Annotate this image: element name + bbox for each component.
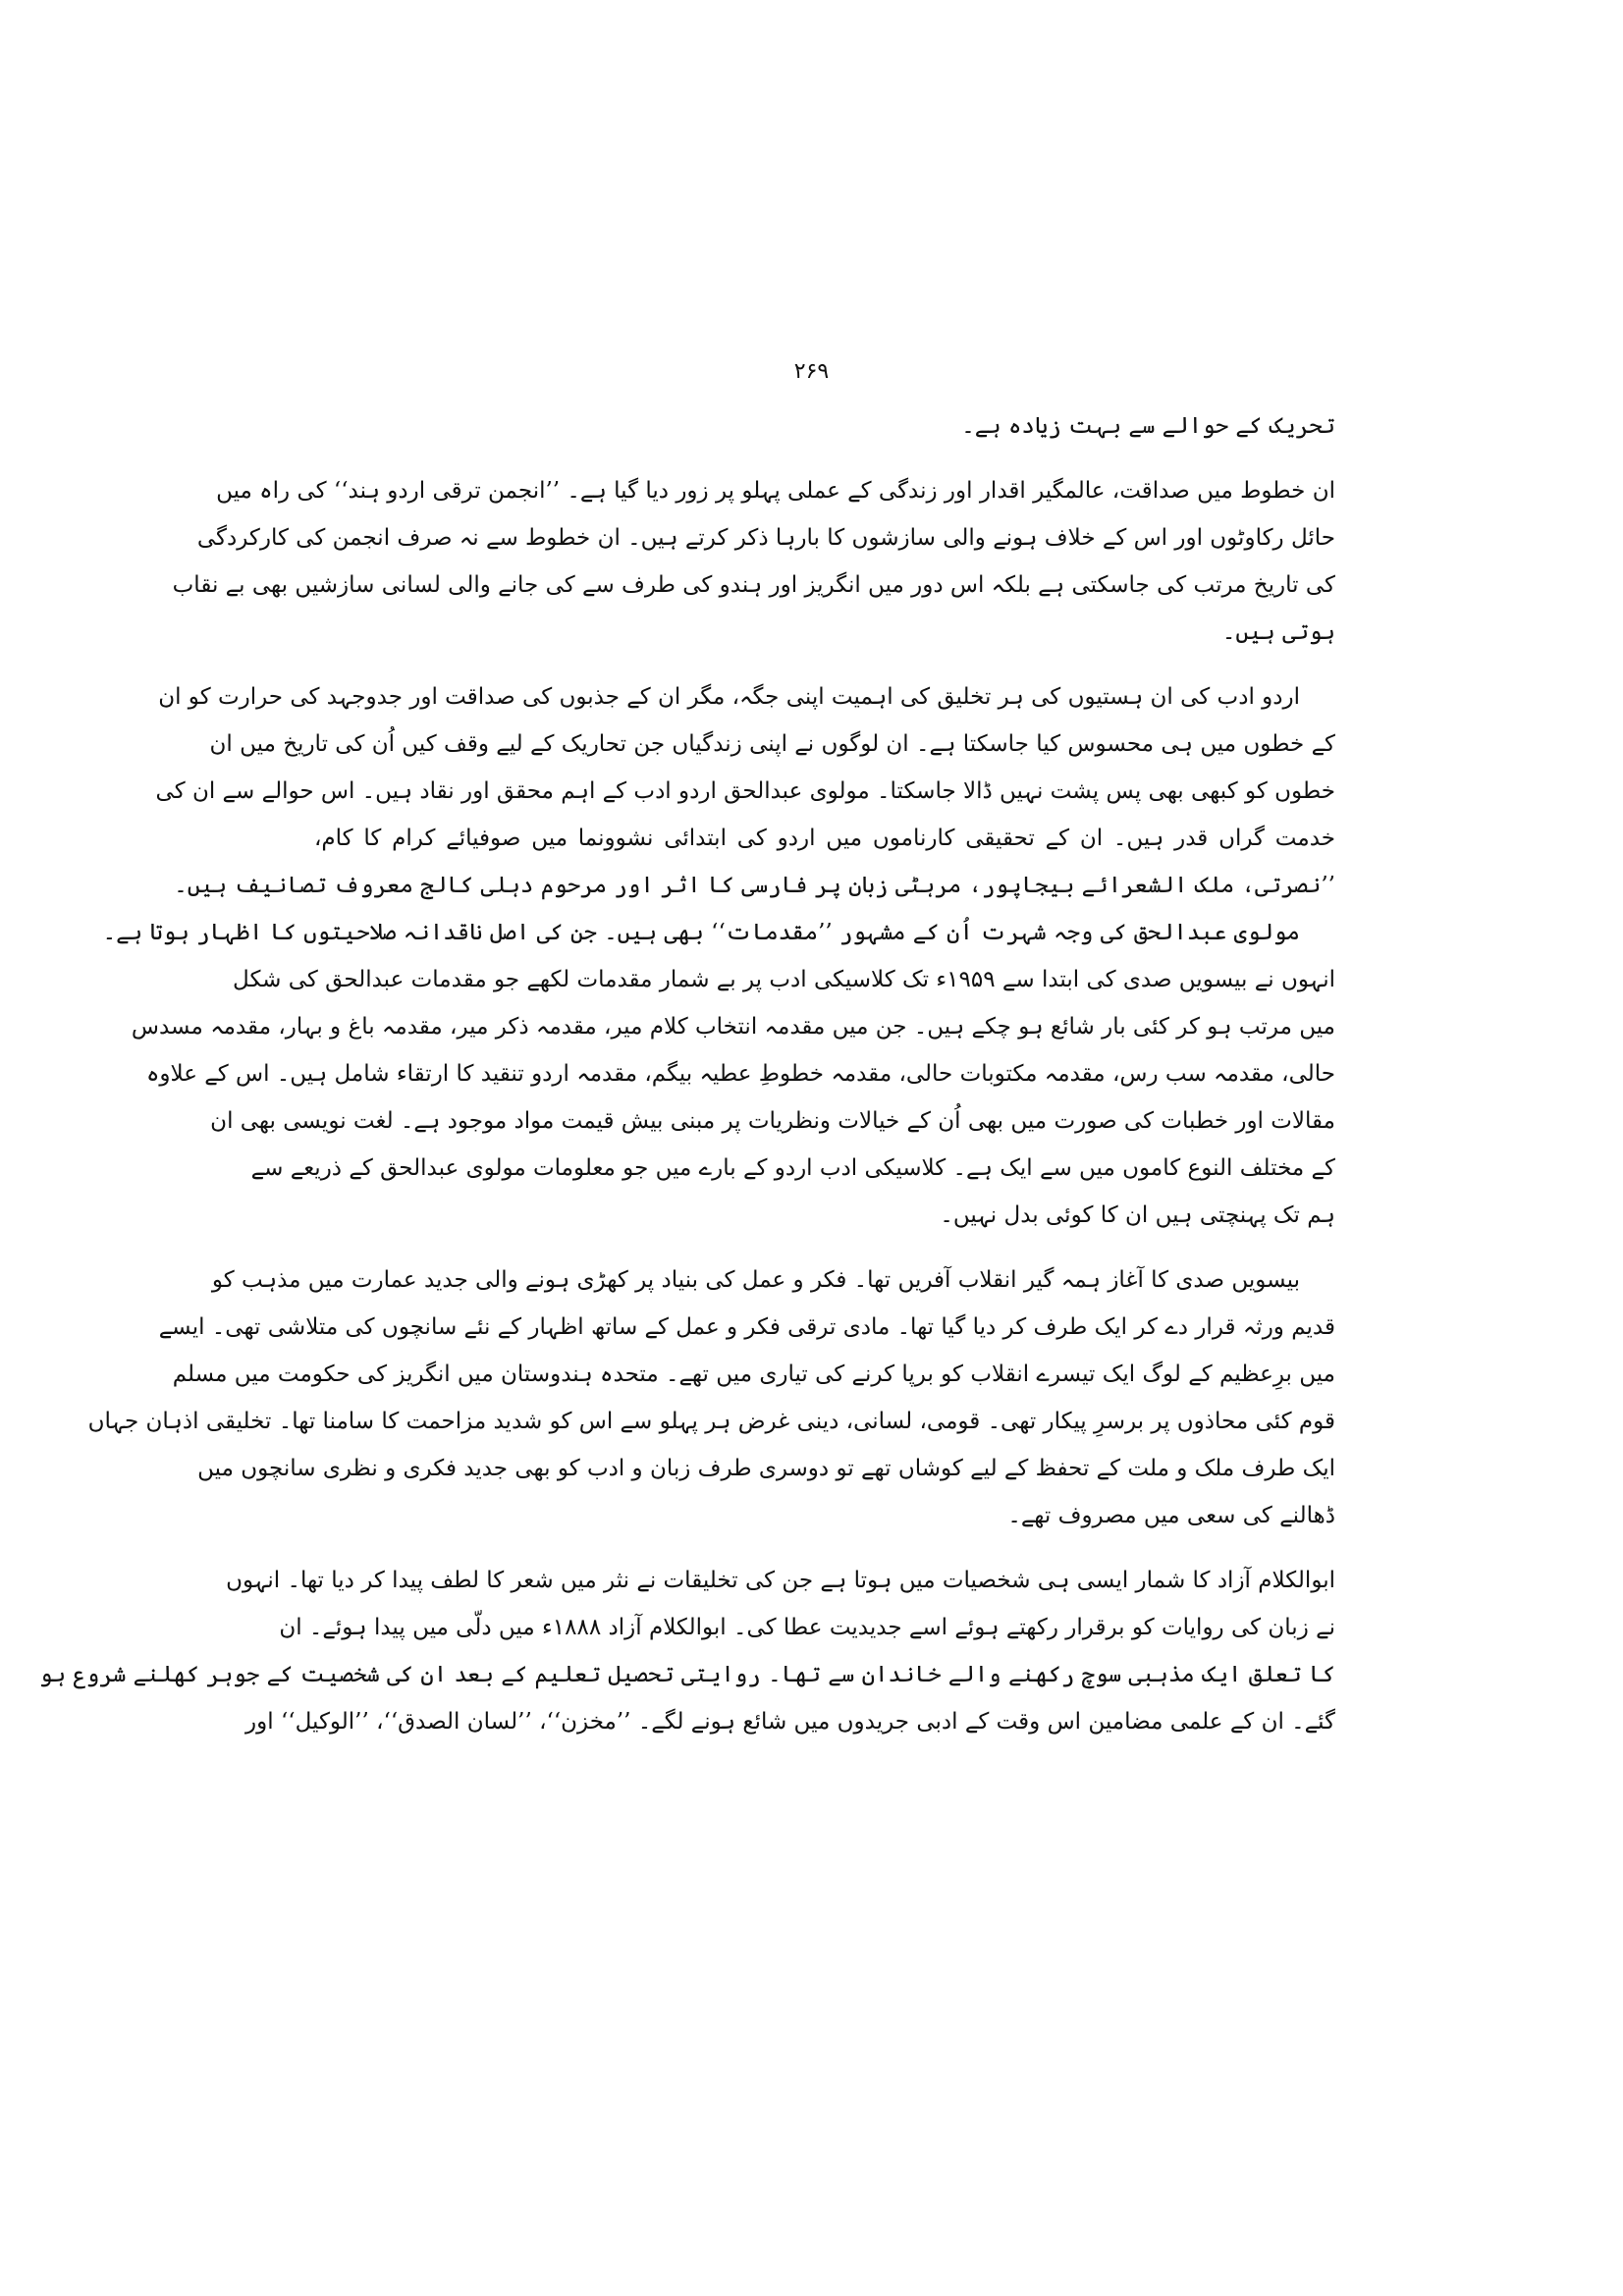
text-line: ان خطوط میں صداقت، عالمگیر اقدار اور زندگی کے عملی پہلو پر زور دیا گیا ہے۔ ’’انجمن ترقی اردو ہند‘‘ کی راہ میں (216, 478, 1335, 504)
paragraph-1 (314, 402, 1335, 450)
text-line: بیسویں صدی کا آغاز ہمہ گیر انقلاب آفریں تھا۔ فکر و عمل کی بنیاد پر کھڑی ہونے والی جدید عمارت میں مذہب کو (211, 1267, 1300, 1293)
paragraph-4 (102, 909, 1335, 1239)
text-line: ڈھالنے کی سعی میں مصروف تھے۔ (1007, 1503, 1335, 1528)
text-line: نے زبان کی روایات کو برقرار رکھتے ہوئے اسے جدیدیت عطا کی۔ ابوالکلام آزاد ۱۸۸۸ء میں دلّی میں پیدا ہوئے۔ ان (279, 1615, 1335, 1640)
body-text (39, 402, 1335, 1745)
text-line: مولوی عبدالحق کی وجہ شہرت اُن کے مشہور ’’مقدمات‘‘ بھی ہیں۔ جن کی اصل ناقدانہ صلاحیتوں کا اظہار ہوتا ہے۔ (102, 920, 1300, 945)
text-line: مقالات اور خطبات کی صورت میں بھی اُن کے خیالات ونظریات پر مبنی بیش قیمت مواد موجود ہے۔ لغت نویسی بھی ان (210, 1108, 1335, 1134)
paragraph-2 (172, 467, 1335, 656)
paragraph-5 (87, 1256, 1335, 1539)
paragraph-3 (155, 673, 1335, 909)
text-line: تحریک کے حوالے سے بہت زیادہ ہے۔ (961, 413, 1335, 439)
text-line: انہوں نے بیسویں صدی کی ابتدا سے ۱۹۵۹ء تک کلاسیکی ادب پر بے شمار مقدمات لکھے جو مقدمات عبدالحق کی شکل (233, 967, 1335, 992)
paragraph-6 (39, 1557, 1335, 1745)
text-line: ایک طرف ملک و ملت کے تحفظ کے لیے کوشاں تھے تو دوسری طرف زبان و ادب کو بھی جدید فکری و نظری سانچوں میں (197, 1456, 1335, 1481)
page-number: ۲۶۹ (793, 359, 830, 384)
text-line: کے خطوں میں ہی محسوس کیا جاسکتا ہے۔ ان لوگوں نے اپنی زندگیاں جن تحاریک کے لیے وقف کیں اُن کی تاریخ میں ان (209, 731, 1335, 757)
text-line: ابوالکلام آزاد کا شمار ایسی ہی شخصیات میں ہوتا ہے جن کی تخلیقات نے نثر میں شعر کا لطف پیدا کر دیا تھا۔ انہوں (226, 1568, 1335, 1593)
text-line: خطوں کو کبھی بھی پس پشت نہیں ڈالا جاسکتا۔ مولوی عبدالحق اردو ادب کے اہم محقق اور نقاد ہیں۔ اس حوالے سے ان کی (155, 778, 1335, 804)
text-line: ہم تک پہنچتی ہیں ان کا کوئی بدل نہیں۔ (940, 1202, 1335, 1228)
text-line: میں مرتب ہو کر کئی بار شائع ہو چکے ہیں۔ جن میں مقدمہ انتخاب کلام میر، مقدمہ ذکر میر، مقدمہ باغ و بہار، مقدمہ مسدس (131, 1014, 1335, 1040)
text-line: کی تاریخ مرتب کی جاسکتی ہے بلکہ اس دور میں انگریز اور ہندو کی طرف سے کی جانے والی لسانی سازشیں بھی بے نقاب (172, 572, 1335, 598)
text-line: قدیم ورثہ قرار دے کر ایک طرف کر دیا گیا تھا۔ مادی ترقی فکر و عمل کے ساتھ اظہار کے نئے سانچوں کی متلاشی تھی۔ ایسے (158, 1314, 1335, 1340)
text-line: میں برِعظیم کے لوگ ایک تیسرے انقلاب کو برپا کرنے کی تیاری میں تھے۔ متحدہ ہندوستان میں انگریز کی حکومت میں مسلم (172, 1362, 1335, 1387)
text-line: ہوتی ہیں۔ (1221, 619, 1335, 645)
text-line: کے مختلف النوع کاموں میں سے ایک ہے۔ کلاسیکی ادب اردو کے بارے میں جو معلومات مولوی عبدالحق کے ذریعے سے (250, 1155, 1335, 1181)
text-line: اردو ادب کی ان ہستیوں کی ہر تخلیق کی اہمیت اپنی جگہ، مگر ان کے جذبوں کی صداقت اور جدوجہد کی حرارت کو ان (158, 684, 1300, 710)
text-line: ’’نصرتی، ملک الشعرائے بیجاپور، مرہٹی زبان پر فارسی کا اثر اور مرحوم دہلی کالج معروف تصانیف ہیں۔ (174, 873, 1335, 898)
text-line: حالی، مقدمہ سب رس، مقدمہ مکتوبات حالی، مقدمہ خطوطِ عطیہ بیگم، مقدمہ اردو تنقید کا ارتقاء شامل ہیں۔ اس کے علاوہ (145, 1061, 1335, 1087)
text-line: حائل رکاوٹوں اور اس کے خلاف ہونے والی سازشوں کا بارہا ذکر کرتے ہیں۔ ان خطوط سے نہ صرف انجمن کی کارکردگی (196, 525, 1335, 551)
text-line: خدمت گراں قدر ہیں۔ ان کے تحقیقی کارناموں میں اردو کی ابتدائی نشوونما میں صوفیائے کرام کا کام، (314, 826, 1335, 851)
text-line: کا تعلق ایک مذہبی سوچ رکھنے والے خاندان سے تھا۔ روایتی تحصیل تعلیم کے بعد ان کی شخصیت کے جوہر کھلنے شروع ہو (39, 1662, 1335, 1687)
text-line: قوم کئی محاذوں پر برسرِ پیکار تھی۔ قومی، لسانی، دینی غرض ہر پہلو سے اس کو شدید مزاحمت کا سامنا تھا۔ تخلیقی اذہان جہاں (87, 1409, 1335, 1434)
text-line: گئے۔ ان کے علمی مضامین اس وقت کے ادبی جریدوں میں شائع ہونے لگے۔ ’’مخزن‘‘، ’’لسان الصدق‘‘، ’’الوکیل‘‘ اور (245, 1709, 1335, 1735)
